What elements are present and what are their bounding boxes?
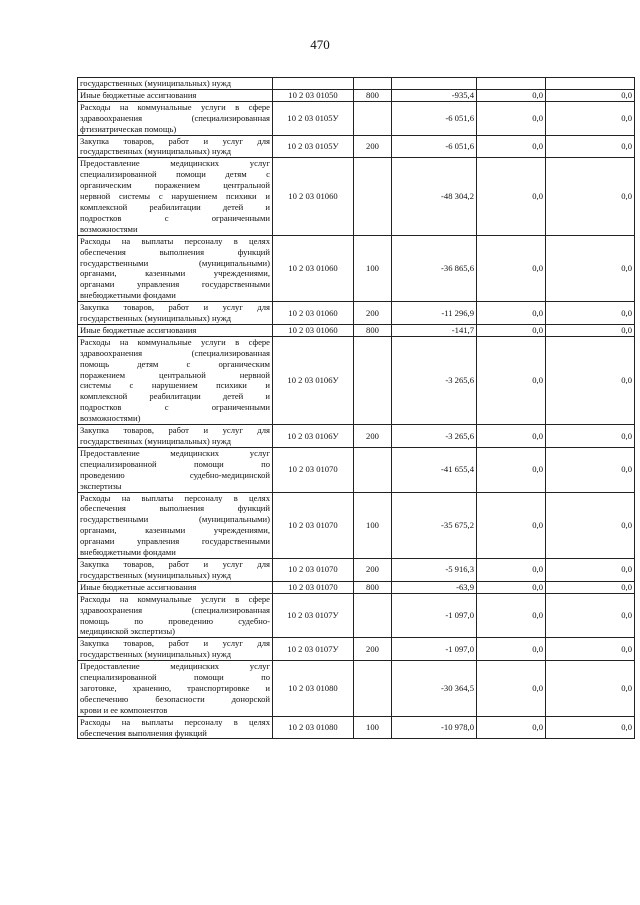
row-csr-cell: 10 2 03 0107У <box>273 593 354 638</box>
row-name-line: специализированной помощи по <box>80 672 270 683</box>
row-name-line: обеспечения выполнения функций <box>80 246 270 257</box>
row-vr-cell: 800 <box>354 89 392 101</box>
row-name-line: Закупка товаров, работ и услуг для <box>80 558 270 569</box>
row-sum1-cell: -3 265,6 <box>392 425 477 448</box>
row-name-line: органами, казенными учреждениями, <box>80 525 270 536</box>
table-row <box>78 661 635 717</box>
row-sum1-cell: -5 916,3 <box>392 558 477 581</box>
row-sum3-cell: 0,0 <box>546 447 635 492</box>
row-sum3-cell: 0,0 <box>546 593 635 638</box>
row-vr-cell: 100 <box>354 716 392 739</box>
table-row <box>78 101 635 135</box>
row-sum3-cell: 0,0 <box>546 302 635 325</box>
row-vr-cell: 200 <box>354 558 392 581</box>
row-name-line: государственных (муниципальных) нужд <box>80 313 232 324</box>
row-name-line: Расходы на выплаты персоналу в целях <box>80 235 270 246</box>
row-name-line: помощь по проведению судебно- <box>80 615 270 626</box>
row-name-line: органическим поражением центральной <box>80 180 270 191</box>
row-name-cell <box>78 324 273 336</box>
row-sum2-cell: 0,0 <box>477 661 546 717</box>
row-name-line: Расходы на коммунальные услуги в сфере <box>80 593 270 604</box>
row-sum3-cell: 0,0 <box>546 235 635 301</box>
row-sum3-cell: 0,0 <box>546 158 635 235</box>
row-name-cell <box>78 425 273 448</box>
row-sum1-cell: -3 265,6 <box>392 336 477 424</box>
row-name-line: Закупка товаров, работ и услуг для <box>80 638 270 649</box>
row-csr-cell: 10 2 03 0106У <box>273 336 354 424</box>
row-sum3-cell: 0,0 <box>546 101 635 135</box>
row-sum3-cell: 0,0 <box>546 581 635 593</box>
table-row <box>78 302 635 325</box>
row-name-line: органами управления государственными <box>80 536 270 547</box>
row-name-line: комплексной реабилитации детей и <box>80 391 270 402</box>
row-csr-cell: 10 2 03 01050 <box>273 89 354 101</box>
row-name-line: государственных (муниципальных) нужд <box>80 78 232 88</box>
row-sum2-cell: 0,0 <box>477 336 546 424</box>
row-name-line: Закупка товаров, работ и услуг для <box>80 302 270 313</box>
row-sum1-cell: -48 304,2 <box>392 158 477 235</box>
row-sum1-cell: -6 051,6 <box>392 135 477 158</box>
row-sum2-cell: 0,0 <box>477 425 546 448</box>
table-row <box>78 235 635 301</box>
row-vr-cell: 100 <box>354 492 392 558</box>
row-name-cell <box>78 661 273 717</box>
row-vr-cell: 200 <box>354 425 392 448</box>
row-vr-cell: 100 <box>354 235 392 301</box>
row-name-line: внебюджетными фондами <box>80 290 176 301</box>
row-name-cell <box>78 302 273 325</box>
row-vr-cell: 800 <box>354 324 392 336</box>
row-sum2-cell: 0,0 <box>477 581 546 593</box>
row-sum2-cell: 0,0 <box>477 89 546 101</box>
row-name-line: проведению судебно-медицинской <box>80 469 270 480</box>
row-vr-cell <box>354 101 392 135</box>
row-sum3-cell: 0,0 <box>546 89 635 101</box>
row-csr-cell: 10 2 03 01080 <box>273 716 354 739</box>
row-csr-cell: 10 2 03 0107У <box>273 638 354 661</box>
row-sum1-cell: -63,9 <box>392 581 477 593</box>
row-csr-cell: 10 2 03 0105У <box>273 135 354 158</box>
table-row <box>78 447 635 492</box>
row-name-line: экспертизы <box>80 480 122 491</box>
row-csr-cell: 10 2 03 01070 <box>273 492 354 558</box>
table-row <box>78 581 635 593</box>
row-vr-cell <box>354 78 392 90</box>
row-vr-cell <box>354 336 392 424</box>
row-name-line: Предоставление медицинских услуг <box>80 158 270 169</box>
row-name-cell <box>78 581 273 593</box>
row-vr-cell <box>354 661 392 717</box>
row-csr-cell: 10 2 03 01070 <box>273 581 354 593</box>
row-vr-cell <box>354 447 392 492</box>
budget-table <box>77 77 635 739</box>
row-vr-cell: 200 <box>354 302 392 325</box>
row-sum1-cell: -6 051,6 <box>392 101 477 135</box>
row-sum2-cell: 0,0 <box>477 101 546 135</box>
row-name-line: подростков с ограниченными <box>80 402 270 413</box>
row-name-line: медицинской экспертизы) <box>80 626 175 637</box>
row-name-line: здравоохранения (специализированная <box>80 347 270 358</box>
row-sum1-cell: -935,4 <box>392 89 477 101</box>
row-name-line: специализированной помощи по <box>80 458 270 469</box>
row-sum1-cell: -30 364,5 <box>392 661 477 717</box>
row-sum3-cell: 0,0 <box>546 135 635 158</box>
table-row <box>78 135 635 158</box>
row-sum2-cell: 0,0 <box>477 302 546 325</box>
row-name-line: фтизиатрическая помощь) <box>80 123 177 134</box>
row-csr-cell: 10 2 03 01070 <box>273 447 354 492</box>
row-name-line: Закупка товаров, работ и услуг для <box>80 425 270 436</box>
row-name-cell <box>78 235 273 301</box>
row-sum3-cell: 0,0 <box>546 324 635 336</box>
row-sum2-cell: 0,0 <box>477 158 546 235</box>
row-name-line: государственными (муниципальными) <box>80 257 270 268</box>
row-csr-cell: 10 2 03 01080 <box>273 661 354 717</box>
row-sum2-cell: 0,0 <box>477 716 546 739</box>
row-sum3-cell: 0,0 <box>546 492 635 558</box>
row-sum1-cell: -10 978,0 <box>392 716 477 739</box>
row-name-cell <box>78 336 273 424</box>
row-vr-cell: 200 <box>354 135 392 158</box>
row-name-line: обеспечения выполнения функций <box>80 503 270 514</box>
row-name-line: обеспечению безопасности донорской <box>80 693 270 704</box>
row-name-line: системы с нарушением психики и <box>80 380 270 391</box>
row-name-line: здравоохранения (специализированная <box>80 604 270 615</box>
row-csr-cell: 10 2 03 01070 <box>273 558 354 581</box>
row-sum2-cell: 0,0 <box>477 447 546 492</box>
row-csr-cell: 10 2 03 01060 <box>273 324 354 336</box>
row-name-line: Иные бюджетные ассигнования <box>80 581 197 592</box>
row-name-cell <box>78 492 273 558</box>
row-name-line: обеспечения выполнения функций <box>80 727 207 738</box>
row-csr-cell <box>273 78 354 90</box>
row-sum3-cell: 0,0 <box>546 425 635 448</box>
row-name-cell <box>78 447 273 492</box>
table-row <box>78 638 635 661</box>
row-name-line: Расходы на выплаты персоналу в целях <box>80 716 270 727</box>
row-vr-cell: 800 <box>354 581 392 593</box>
row-csr-cell: 10 2 03 01060 <box>273 302 354 325</box>
table-row <box>78 158 635 235</box>
row-name-line: Расходы на выплаты персоналу в целях <box>80 492 270 503</box>
row-name-line: Иные бюджетные ассигнования <box>80 324 197 335</box>
table-row <box>78 558 635 581</box>
row-name-line: заготовке, хранению, транспортировке и <box>80 682 270 693</box>
row-name-line: Расходы на коммунальные услуги в сфере <box>80 101 270 112</box>
row-name-line: органами, казенными учреждениями, <box>80 268 270 279</box>
row-sum3-cell: 0,0 <box>546 716 635 739</box>
table-row <box>78 716 635 739</box>
row-name-line: специализированной помощи детям с <box>80 169 270 180</box>
table-row <box>78 425 635 448</box>
row-csr-cell: 10 2 03 0106У <box>273 425 354 448</box>
row-name-line: Предоставление медицинских услуг <box>80 661 270 672</box>
row-vr-cell <box>354 593 392 638</box>
row-name-line: возможностями) <box>80 413 141 424</box>
row-sum2-cell: 0,0 <box>477 324 546 336</box>
row-sum2-cell: 0,0 <box>477 135 546 158</box>
row-sum3-cell: 0,0 <box>546 638 635 661</box>
row-sum2-cell: 0,0 <box>477 638 546 661</box>
row-vr-cell: 200 <box>354 638 392 661</box>
row-csr-cell: 10 2 03 01060 <box>273 158 354 235</box>
row-name-line: Иные бюджетные ассигнования <box>80 89 197 100</box>
row-sum1-cell: -1 097,0 <box>392 593 477 638</box>
row-name-line: здравоохранения (специализированная <box>80 112 270 123</box>
row-sum2-cell <box>477 78 546 90</box>
row-sum1-cell: -141,7 <box>392 324 477 336</box>
row-name-line: государственными (муниципальными) <box>80 514 270 525</box>
row-name-line: органами управления государственными <box>80 279 270 290</box>
row-name-cell <box>78 158 273 235</box>
row-sum2-cell: 0,0 <box>477 235 546 301</box>
table-row <box>78 336 635 424</box>
row-sum2-cell: 0,0 <box>477 492 546 558</box>
row-name-line: помощь детям с органическим <box>80 358 270 369</box>
row-name-line: крови и ее компонентов <box>80 704 168 715</box>
row-name-line: Закупка товаров, работ и услуг для <box>80 135 270 146</box>
row-name-line: Предоставление медицинских услуг <box>80 447 270 458</box>
row-sum1-cell: -11 296,9 <box>392 302 477 325</box>
row-name-cell <box>78 638 273 661</box>
row-sum3-cell: 0,0 <box>546 336 635 424</box>
row-vr-cell <box>354 158 392 235</box>
table-row <box>78 593 635 638</box>
row-sum3-cell <box>546 78 635 90</box>
row-sum1-cell: -41 655,4 <box>392 447 477 492</box>
row-sum1-cell: -35 675,2 <box>392 492 477 558</box>
row-sum1-cell <box>392 78 477 90</box>
row-name-line: государственных (муниципальных) нужд <box>80 569 232 580</box>
row-name-line: государственных (муниципальных) нужд <box>80 436 232 446</box>
row-name-cell <box>78 101 273 135</box>
table-row <box>78 78 635 90</box>
row-csr-cell: 10 2 03 01060 <box>273 235 354 301</box>
row-name-line: Расходы на коммунальные услуги в сфере <box>80 336 270 347</box>
budget-table-body <box>78 78 635 739</box>
row-name-line: поражением центральной нервной <box>80 369 270 380</box>
row-sum2-cell: 0,0 <box>477 593 546 638</box>
row-name-cell <box>78 78 273 90</box>
row-sum1-cell: -1 097,0 <box>392 638 477 661</box>
row-name-cell <box>78 135 273 158</box>
row-sum2-cell: 0,0 <box>477 558 546 581</box>
row-name-cell <box>78 558 273 581</box>
table-row <box>78 492 635 558</box>
row-name-line: нервной системы с нарушением психики и <box>80 191 270 202</box>
row-sum3-cell: 0,0 <box>546 661 635 717</box>
page-number: 470 <box>310 37 330 52</box>
table-row <box>78 89 635 101</box>
row-name-line: внебюджетными фондами <box>80 547 176 558</box>
row-name-line: комплексной реабилитации детей и <box>80 201 270 212</box>
row-name-cell <box>78 716 273 739</box>
row-csr-cell: 10 2 03 0105У <box>273 101 354 135</box>
row-name-line: государственных (муниципальных) нужд <box>80 146 232 157</box>
row-name-cell <box>78 89 273 101</box>
table-row <box>78 324 635 336</box>
row-sum1-cell: -36 865,6 <box>392 235 477 301</box>
row-sum3-cell: 0,0 <box>546 558 635 581</box>
row-name-cell <box>78 593 273 638</box>
row-name-line: государственных (муниципальных) нужд <box>80 649 232 660</box>
row-name-line: подростков с ограниченными <box>80 212 270 223</box>
row-name-line: возможностями <box>80 223 138 234</box>
